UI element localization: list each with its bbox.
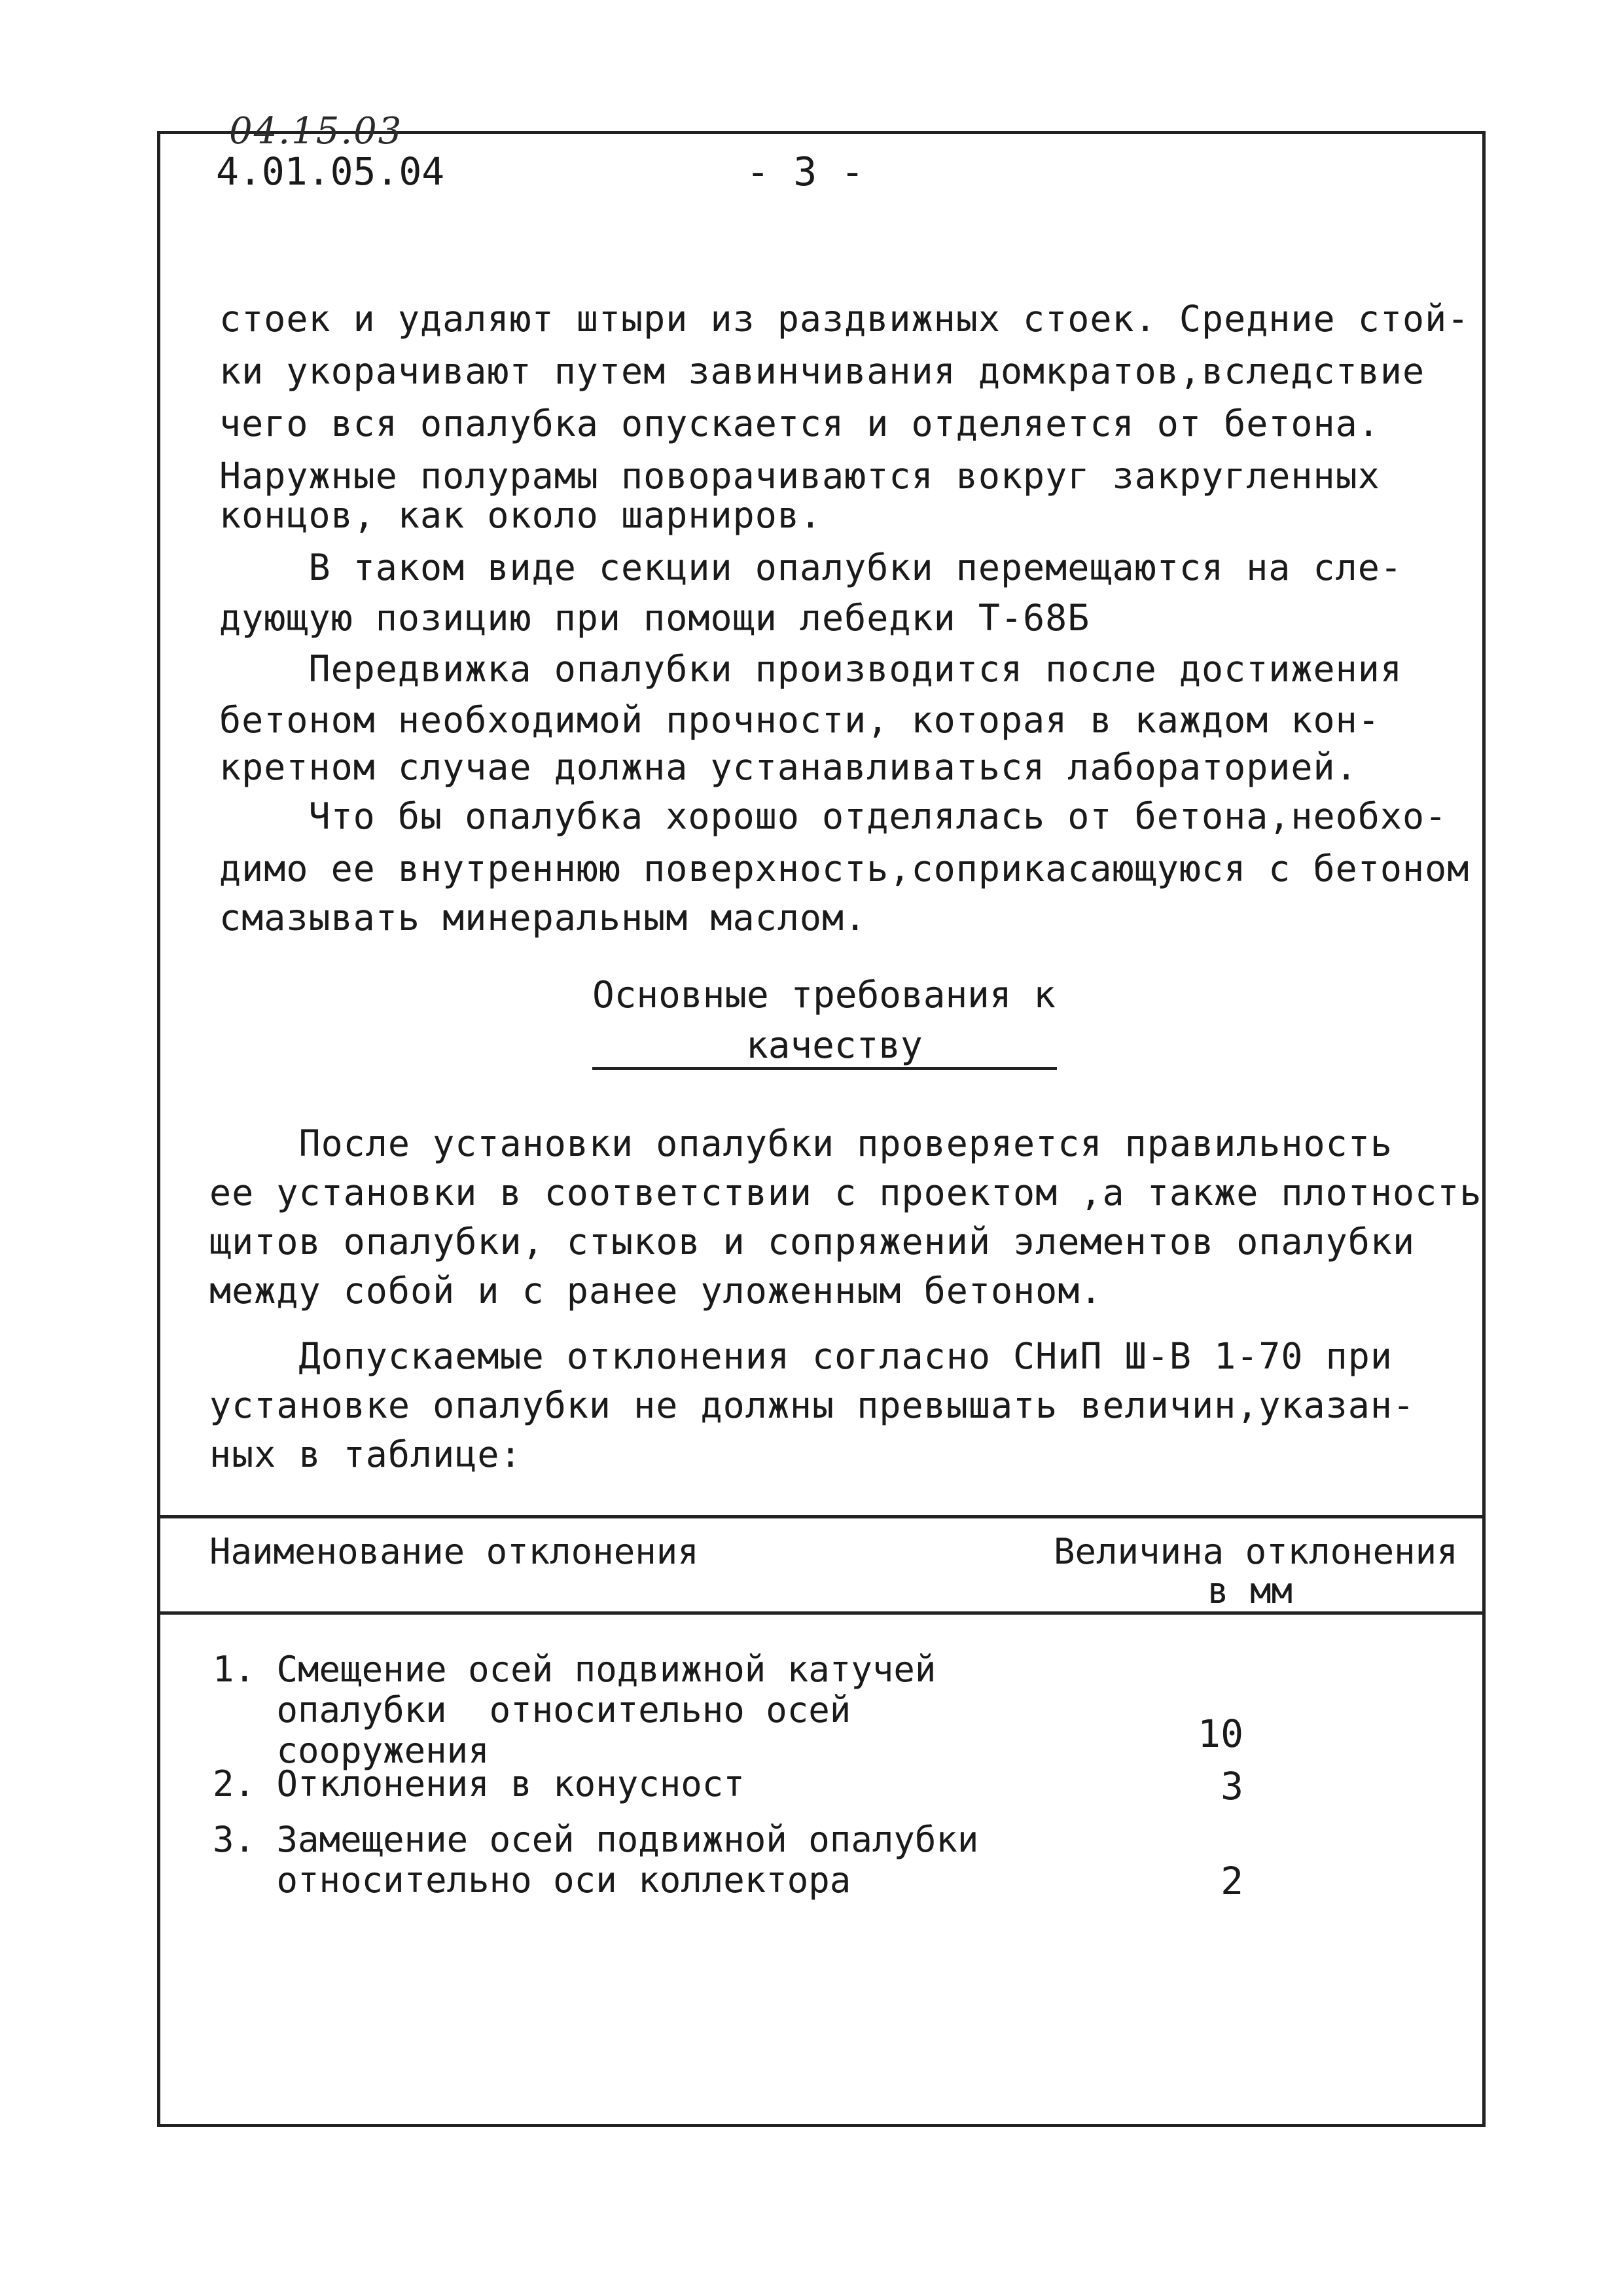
body-line: ки укорачивают путем завинчивания домкратов,вследствие xyxy=(219,350,1425,392)
table-row-value: 3 xyxy=(1221,1764,1243,1808)
table-row-text: 1. Смещение осей подвижной катучей опалубки относительно осей сооружения xyxy=(213,1649,936,1771)
table-row-value: 2 xyxy=(1221,1859,1243,1903)
table-header-value: Величина отклонения xyxy=(1054,1531,1458,1572)
table-header-rule xyxy=(157,1611,1486,1615)
document-code: 4.01.05.04 xyxy=(216,149,445,194)
body-line: смазывать минеральным маслом. xyxy=(219,897,867,939)
body-line: ных в таблице: xyxy=(209,1433,522,1475)
body-line: чего вся опалубка опускается и отделяется от бетона. xyxy=(219,403,1380,444)
body-line: между собой и с ранее уложенным бетоном. xyxy=(209,1270,1103,1312)
body-line: димо ее внутреннюю поверхность,соприкасающуюся с бетоном xyxy=(219,848,1470,889)
body-line: щитов опалубки, стыков и сопряжений элементов опалубки xyxy=(209,1221,1416,1263)
table-row-text: 3. Замещение осей подвижной опалубки относительно оси коллектора xyxy=(213,1819,979,1901)
body-line: кретном случае должна устанавливаться лабораторией. xyxy=(219,746,1358,788)
section-heading: Основные требования к xyxy=(592,974,1056,1016)
page-number: - 3 - xyxy=(746,149,865,195)
table-header-unit: в мм xyxy=(1207,1570,1293,1611)
body-line: Передвижка опалубки производится после достижения xyxy=(219,648,1402,690)
table-row-text: 2. Отклонения в конусност xyxy=(213,1763,745,1804)
heading-underline xyxy=(592,1067,1057,1070)
body-line: В таком виде секции опалубки перемещаются на сле- xyxy=(219,547,1402,588)
table-row-value: 10 xyxy=(1198,1712,1243,1756)
table-top-rule xyxy=(157,1515,1486,1518)
body-line: После установки опалубки проверяется правильность xyxy=(209,1122,1393,1164)
body-line: бетоном необходимой прочности, которая в каждом кон- xyxy=(219,699,1380,741)
body-line: Допускаемые отклонения согласно СНиП Ш-В 1-70 при xyxy=(209,1335,1393,1377)
body-line: Что бы опалубка хорошо отделялась от бетона,необхо- xyxy=(219,795,1448,837)
section-heading-line2: качеству xyxy=(746,1024,923,1067)
body-line: ее установки в соответствии с проектом ,а также плотность xyxy=(209,1172,1482,1213)
body-line: Наружные полурамы поворачиваются вокруг закругленных xyxy=(219,455,1380,497)
body-line: концов, как около шарниров. xyxy=(219,494,823,536)
body-line: установке опалубки не должны превышать величин,указан- xyxy=(209,1384,1416,1426)
body-line: дующую позицию при помощи лебедки Т-68Б xyxy=(219,597,1090,639)
body-line: стоек и удаляют штыри из раздвижных стоек. Средние стой- xyxy=(219,298,1470,340)
table-header-name: Наименование отклонения xyxy=(209,1531,699,1572)
handwritten-code: 04.15.03 xyxy=(229,110,403,152)
